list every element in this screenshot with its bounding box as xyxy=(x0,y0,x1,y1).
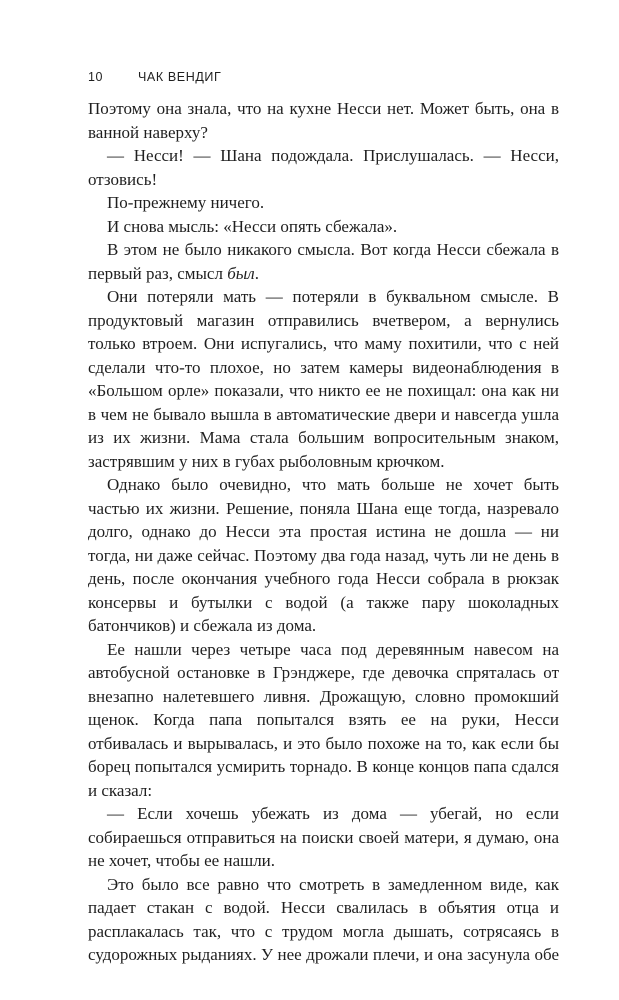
running-title: ЧАК ВЕНДИГ xyxy=(138,70,222,84)
paragraph: По-прежнему ничего. xyxy=(107,193,265,212)
paragraph: Поэтому она знала, что на кухне Несси нет. Может быть, она в ванной наверху? xyxy=(88,99,559,142)
page-number: 10 xyxy=(88,70,104,84)
page-header xyxy=(88,68,558,86)
paragraph-text: В этом не было никакого смысла. Вот когда Несси сбежала в первый раз, смысл xyxy=(88,240,559,283)
paragraph-end: . xyxy=(254,263,259,283)
paragraph: Это было все равно что смотреть в замедленном виде, как падает стакан с водой. Несси свалилась в объятия отца и расплакалась так, что с трудом могла дышать, сотрясаясь в судорожных рыданиях. У нее дрожали плечи, и она засунула обе xyxy=(88,874,559,964)
paragraph xyxy=(88,238,559,285)
italic-word: был xyxy=(227,263,255,283)
paragraph: Ее нашли через четыре часа под деревянным навесом на автобусной остановке в Грэнджере, где девочка спряталась от внезапно налетевшего ливня. Дрожащую, словно промокший щенок. Когда папа попытался взять ее на руки, Несси отбивалась и вырывалась, и это было похоже на то, как если бы борец попытался усмирить торнадо. В конце концов папа сдался и сказал: xyxy=(88,639,559,800)
paragraph: Однако было очевидно, что мать больше не хочет быть частью их жизни. Решение, поняла Шана еще тогда, назревало долго, однако до Несси эта простая истина не дошла — ни тогда, ни даже сейчас. Поэтому два года назад, чуть ли не день в день, после окончания учебного года Несси собрала в рюкзак консервы и бутылки с водой (а также пару шоколадных батончиков) и сбежала из дома. xyxy=(88,475,559,635)
paragraph: И снова мысль: «Несси опять сбежала». xyxy=(107,216,398,236)
paragraph: — Несси! — Шана подождала. Прислушалась. — Несси, отзовись! xyxy=(88,146,559,189)
paragraph: — Если хочешь убежать из дома — убегай, но если собираешься отправиться на поиски своей матери, я думаю, она не хочет, чтобы ее нашли. xyxy=(88,804,559,870)
body-text xyxy=(88,97,559,967)
paragraph: Они потеряли мать — потеряли в буквальном смысле. В продуктовый магазин отправились вчетвером, а вернулись только втроем. Они испугались, что маму похитили, что с ней сделали что-то плохое, но затем камеры видеонаблюдения в «Большом орле» показали, что никто ее не похищал: она как ни в чем не бывало вышла в автоматические двери и навсегда ушла из их жизни. Мама стала большим вопросительным знаком, застрявшим у них в губах рыболовным крючком. xyxy=(88,287,559,471)
